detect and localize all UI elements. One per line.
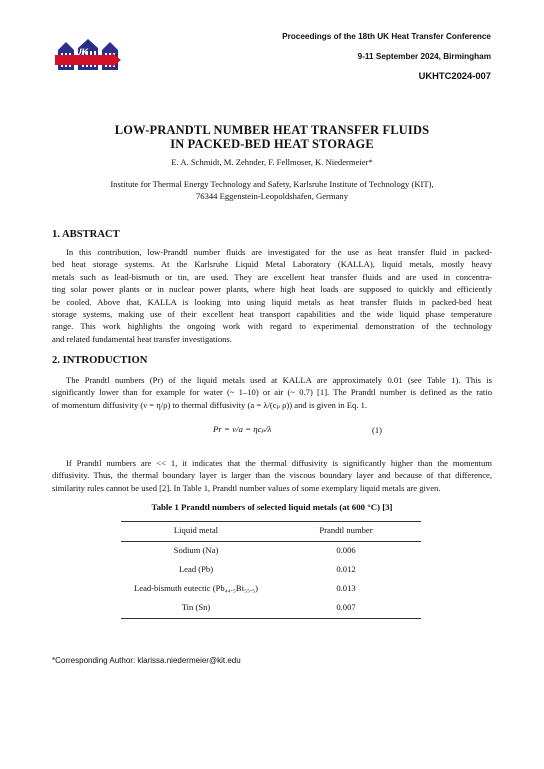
table-caption: Table 1 Prandtl numbers of selected liquid metals (at 600 °C) [3] [151, 502, 393, 512]
abstract-line: be cooled. Above that, KALLA is looking into using liquid metals as heat transfer fluids in packed-bed heat [52, 296, 492, 307]
paper-id: UKHTC2024-007 [418, 70, 491, 81]
affiliation-line1: Institute for Thermal Energy Technology and Safety, Karlsruhe Institute of Technology (KIT), [110, 179, 434, 189]
introduction-paragraph-2 [52, 457, 492, 494]
table-cell: Tin (Sn) [181, 602, 211, 612]
abstract-line: ting solar power plants or in nuclear power plants, where high heat loads are supposed to quickly and efficiently [52, 284, 492, 295]
abstract-body [52, 246, 492, 345]
intro-line: If Prandtl numbers are << 1, it indicates that the thermal diffusivity is significantly higher than the momentum [66, 458, 492, 468]
intro-line: similarity rules cannot be used [2]. In Table 1, Prandtl number values of some exemplary liquid metals are given. [52, 482, 441, 493]
table-header-cell: Liquid metal [173, 525, 219, 535]
abstract-line: range. This work highlights the ongoing work with regard to experimental demonstration of the technology [52, 321, 492, 332]
table-top-rule [121, 521, 421, 522]
table-cell: Lead-bismuth eutectic (Pb₄₄.₅Bi₅₅.₅) [134, 583, 258, 593]
intro-line: diffusivity. Thus, the thermal boundary layer is larger than the viscous boundary layer and because of that difference, [52, 470, 492, 481]
table-header-cell: Prandtl number [319, 525, 373, 535]
abstract-line: In this contribution, low-Prandtl number fluids are investigated for the use as heat transfer fluid in packed- [66, 247, 492, 257]
abstract-line: metals such as lead-bismuth or tin, are used. They are excellent heat transfer fluids and are used in concentra- [52, 271, 492, 282]
intro-line: significantly lower than for example for water (~ 1–10) or air (~ 0.7) [1]. The Prandtl number is defined as the ratio [52, 387, 492, 398]
conference-name: Proceedings of the 18th UK Heat Transfer Conference [282, 32, 491, 41]
paper-title-line2: IN PACKED-BED HEAT STORAGE [170, 137, 374, 151]
abstract-line: and related fundamental heat transfer investigations. [52, 333, 232, 344]
table-cell: Lead (Pb) [178, 564, 214, 574]
equation-1: Pr = ν/a = ηcₚ/λ [213, 424, 272, 434]
abstract-heading: 1. ABSTRACT [52, 229, 120, 240]
intro-line: of momentum diffusivity (ν = η/ρ) to thermal diffusivity (a = λ/(cₚ ρ)) and is given in Eq. 1. [52, 399, 368, 410]
abstract-line: bed heat storage systems. At the Karlsruhe Liquid Metal Laboratory (KALLA), liquid metals, mostly heavy [52, 259, 492, 270]
conference-logo [55, 36, 121, 76]
logo-text: UK [75, 47, 88, 57]
logo-graphic [55, 36, 121, 76]
corresponding-author-footnote: *Corresponding Author: klarissa.niedermeier@kit.edu [52, 656, 241, 665]
table-cell: 0.013 [336, 583, 356, 593]
table-cell: 0.006 [336, 545, 356, 555]
affiliation-line2: 76344 Eggenstein-Leopoldshafen, Germany [195, 191, 349, 201]
table-cell: Sodium (Na) [173, 545, 219, 555]
table-cell: 0.012 [336, 564, 356, 574]
introduction-paragraph-1 [52, 374, 492, 411]
author-list: E. A. Schmidt, M. Zehnder, F. Fellmoser, K. Niedermeier* [171, 157, 373, 167]
paper-title-line1: LOW-PRANDTL NUMBER HEAT TRANSFER FLUIDS [114, 123, 430, 137]
table-cell: 0.007 [336, 602, 356, 612]
table-header-rule [121, 541, 421, 542]
equation-number: (1) [372, 425, 383, 435]
conference-dates: 9-11 September 2024, Birmingham [357, 52, 491, 61]
table-bottom-rule [121, 618, 421, 619]
abstract-line: storage systems, making use of their excellent heat transport capabilities and the wide liquid phase temperature [52, 308, 492, 319]
intro-line: The Prandtl numbers (Pr) of the liquid metals used at KALLA are approximately 0.01 (see Table 1). This is [66, 375, 492, 385]
introduction-heading: 2. INTRODUCTION [52, 355, 148, 366]
